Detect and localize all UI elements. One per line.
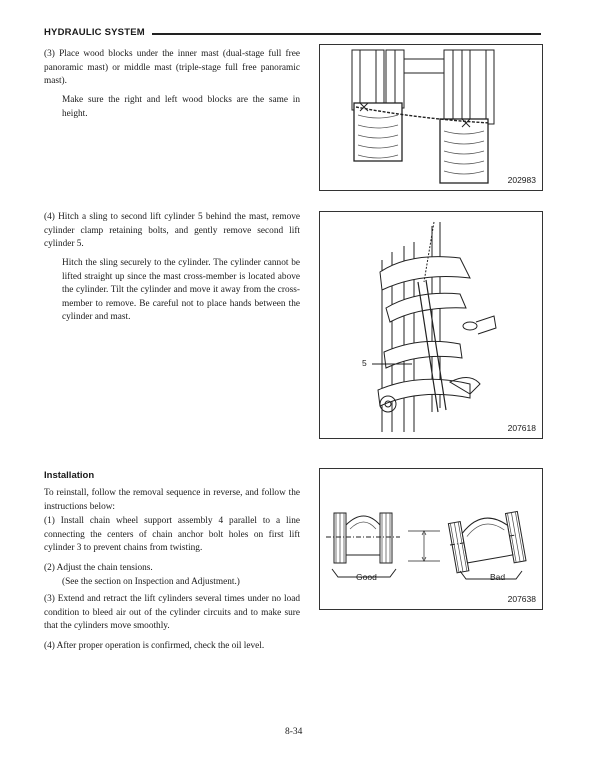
page-number: 8-34 — [285, 727, 303, 737]
step-4-note: Hitch the sling securely to the cylinder. The cylinder cannot be lifted straight up since the mast cross-member is located above the cylinder. Tilt the cylinder and move it away from the cross-member to remove. Be careful not to place hands between the cylinder and mast. — [62, 258, 300, 323]
installation-item-2-sub: (See the section on Inspection and Adjustment.) — [62, 577, 240, 587]
installation-item-2: (2) Adjust the chain tensions. — [44, 563, 153, 573]
step-3-text: (3) Place wood blocks under the inner mast (dual-stage full free panoramic mast) or middle mast (triple-stage full free panoramic mast). — [44, 49, 300, 87]
lift-cylinder-illustration — [320, 212, 542, 438]
installation-item-1: (1) Install chain wheel support assembly 4 parallel to a line connecting the centers of chain anchor bolt holes on first lift cylinder 3 to prevent chains from twisting. — [44, 516, 300, 554]
figure-wood-blocks — [319, 44, 543, 191]
header-rule — [152, 33, 541, 35]
figure-chain-alignment — [319, 468, 543, 610]
step-4-text: (4) Hitch a sling to second lift cylinder 5 behind the mast, remove cylinder clamp retaining bolts, and gently remove second lift cylinder 5. — [44, 212, 300, 250]
section-header-title: HYDRAULIC SYSTEM — [44, 27, 145, 38]
figure-1-number: 202983 — [507, 175, 536, 185]
installation-item-4: (4) After proper operation is confirmed, check the oil level. — [44, 641, 265, 651]
figure-2-number: 207618 — [507, 423, 536, 433]
bad-label: Bad — [490, 572, 506, 582]
step-3-note: Make sure the right and left wood blocks are the same in height. — [62, 95, 300, 119]
callout-5: 5 — [362, 358, 367, 368]
figure-3-number: 207638 — [507, 594, 536, 604]
wood-blocks-illustration — [320, 45, 542, 190]
figure-lift-cylinder — [319, 211, 543, 439]
chain-alignment-illustration — [320, 469, 542, 609]
good-label: Good — [356, 572, 377, 582]
installation-intro: To reinstall, follow the removal sequence in reverse, and follow the instructions below: — [44, 488, 300, 512]
installation-heading: Installation — [44, 470, 95, 481]
installation-item-3: (3) Extend and retract the lift cylinders several times under no load condition to bleed air out of the cylinder circuits and to make sure that the cylinders move smoothly. — [44, 594, 300, 632]
